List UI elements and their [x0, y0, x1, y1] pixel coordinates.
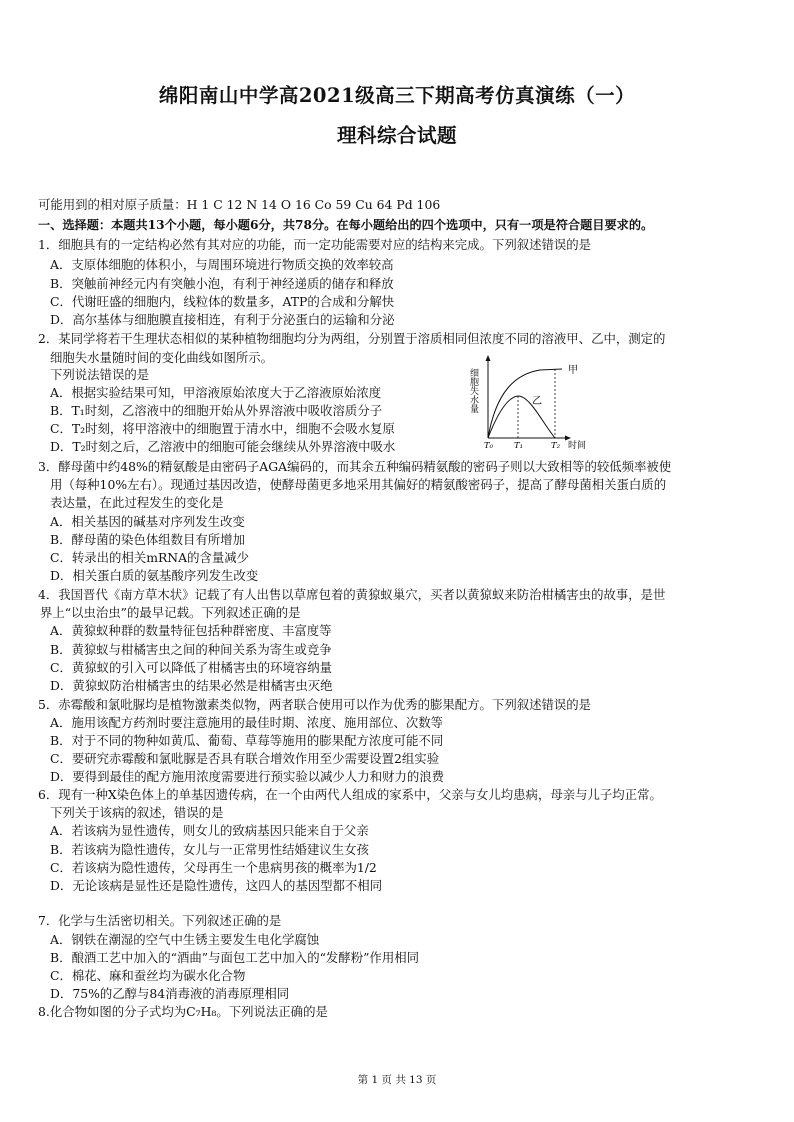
q1-option-d: D．高尔基体与细胞膜直接相连，有利于分泌蛋白的运输和分泌 — [50, 312, 395, 327]
q7-option-b: B．酿酒工艺中加入的“酒曲”与面包工艺中加入的“发酵粉”作用相同 — [50, 950, 419, 965]
curve-jia — [488, 369, 562, 438]
q1-option-c: C．代谢旺盛的细胞内，线粒体的数量多，ATP的合成和分解快 — [50, 294, 395, 309]
water-loss-figure — [460, 352, 600, 452]
q5-option-c: C．要研究赤霉酸和氯吡脲是否具有联合增效作用至少需要设置2组实验 — [50, 751, 440, 766]
q7-option-a: A．钢铁在潮湿的空气中生锈主要发生电化学腐蚀 — [50, 932, 320, 947]
q1-option-b: B．突触前神经元内有突触小泡，有利于神经递质的储存和释放 — [50, 276, 394, 291]
q6-stem-2: 下列关于该病的叙述，错误的是 — [50, 805, 224, 820]
t2-label: T₂ — [551, 441, 561, 451]
curve-yi — [488, 396, 555, 438]
curve-jia-label: 甲 — [568, 365, 578, 376]
q7-option-d: D．75%的乙醇与84消毒液的消毒原理相同 — [50, 986, 290, 1001]
q3-option-c: C．转录出的相关mRNA的含量减少 — [50, 550, 250, 565]
q5-option-b: B．对于不同的物种如黄瓜、葡萄、草莓等施用的膨果配方浓度可能不同 — [50, 733, 444, 748]
q6-option-a: A．若该病为显性遗传，则女儿的致病基因只能来自于父亲 — [50, 823, 369, 838]
page-title: 绵阳南山中学高2021级高三下期高考仿真演练（一） — [158, 84, 636, 107]
q2-option-c: C．T₂时刻，将甲溶液中的细胞置于清水中，细胞不会吸水复原 — [50, 421, 395, 436]
x-axis-arrow — [565, 436, 571, 441]
q3-option-b: B．酵母菌的染色体组数目有所增加 — [50, 532, 245, 547]
q2-lead: 下列说法错误的是 — [50, 367, 150, 382]
q3-stem-1: 3．酵母菌中约48%的精氨酸是由密码子AGA编码的，而其余五种编码精氨酸的密码子则以大致相等的较低频率被使 — [38, 459, 672, 474]
q2-stem-1: 2．某同学将若干生理状态相似的某种植物细胞均分为两组，分别置于溶质相同但浓度不同的溶液甲、乙中，测定的 — [38, 331, 666, 346]
q4-stem-1: 4．我国晋代《南方草木状》记载了有人出售以草席包着的黄猄蚁巢穴，买者以黄猄蚁来防治柑橘害虫的故事，是世 — [38, 587, 666, 602]
q6-option-d: D．无论该病是显性还是隐性遗传，这四人的基因型都不相同 — [50, 878, 383, 893]
q5-stem: 5．赤霉酸和氯吡脲均是植物激素类似物，两者联合使用可以作为优秀的膨果配方。下列叙述错误的是 — [38, 697, 592, 712]
page-subtitle: 理科综合试题 — [336, 124, 457, 147]
q3-option-d: D．相关蛋白质的氨基酸序列发生改变 — [50, 568, 259, 583]
section-heading: 一、选择题：本题共13个小题，每小题6分，共78分。在每小题给出的四个选项中，只有一项是符合题目要求的。 — [38, 218, 654, 232]
q1-option-a: A．支原体细胞的体积小，与周围环境进行物质交换的效率较高 — [50, 257, 394, 272]
q1-stem: 1．细胞具有的一定结构必然有其对应的功能，而一定功能需要对应的结构来完成。下列叙述错误的是 — [38, 237, 592, 252]
q4-option-d: D．黄猄蚁防治柑橘害虫的结果必然是柑橘害虫灭绝 — [50, 678, 333, 693]
q8-stem: 8.化合物如图的分子式均为C₇H₈。下列说法正确的是 — [38, 1004, 328, 1019]
q4-option-b: B．黄猄蚁与柑橘害虫之间的种间关系为寄生或竞争 — [50, 642, 332, 657]
q2-option-b: B．T₁时刻，乙溶液中的细胞开始从外界溶液中吸收溶质分子 — [50, 403, 383, 418]
q2-stem-2: 细胞失水量随时间的变化曲线如图所示。 — [50, 350, 274, 365]
curve-yi-label: 乙 — [532, 396, 542, 407]
q3-option-a: A．相关基因的碱基对序列发生改变 — [50, 514, 245, 529]
q6-option-b: B．若该病为隐性遗传，女儿与一正常男性结婚建议生女孩 — [50, 842, 369, 857]
q5-option-d: D．要得到最佳的配方施用浓度需要进行预实验以减少人力和财力的浪费 — [50, 769, 445, 784]
q6-stem-1: 6．现有一种X染色体上的单基因遗传病，在一个由两代人组成的家系中，父亲与女儿均患病，母亲与儿子均正常。 — [38, 787, 662, 802]
t0-label: T₀ — [484, 441, 494, 451]
q6-option-c: C．若该病为隐性遗传，父母再生一个患病男孩的概率为1/2 — [50, 860, 377, 875]
t1-label: T₁ — [514, 441, 524, 451]
q3-stem-3: 表达量，在此过程发生的变化是 — [50, 495, 224, 510]
q4-option-c: C．黄猄蚁的引入可以降低了柑橘害虫的环境容纳量 — [50, 660, 333, 675]
q2-option-a: A．根据实验结果可知，甲溶液原始浓度大于乙溶液原始浓度 — [50, 385, 382, 400]
q7-option-c: C．棉花、麻和蚕丝均为碳水化合物 — [50, 968, 246, 983]
y-axis-arrow — [486, 355, 491, 361]
y-axis-label: 细胞失水量 — [468, 368, 478, 413]
page-number: 第 1 页 共 13 页 — [357, 1074, 437, 1086]
q4-stem-2: 界上“以虫治虫”的最早记载。下列叙述正确的是 — [40, 605, 301, 620]
q3-stem-2: 用（每种10%左右）。现通过基因改造，使酵母菌更多地采用其偏好的精氨酸密码子，提高了酵母菌相关蛋白质的 — [50, 477, 667, 492]
q5-option-a: A．施用该配方药剂时要注意施用的最佳时期、浓度、施用部位、次数等 — [50, 715, 444, 730]
q7-stem: 7．化学与生活密切相关。下列叙述正确的是 — [38, 913, 282, 928]
x-axis-label: 时间 — [568, 441, 587, 451]
q4-option-a: A．黄猄蚁种群的数量特征包括种群密度、丰富度等 — [50, 623, 332, 638]
q2-option-d: D．T₂时刻之后，乙溶液中的细胞可能会继续从外界溶液中吸水 — [50, 439, 396, 454]
atomic-masses: 可能用到的相对原子质量：H 1 C 12 N 14 O 16 Co 59 Cu 64 Pd 106 — [38, 197, 441, 212]
